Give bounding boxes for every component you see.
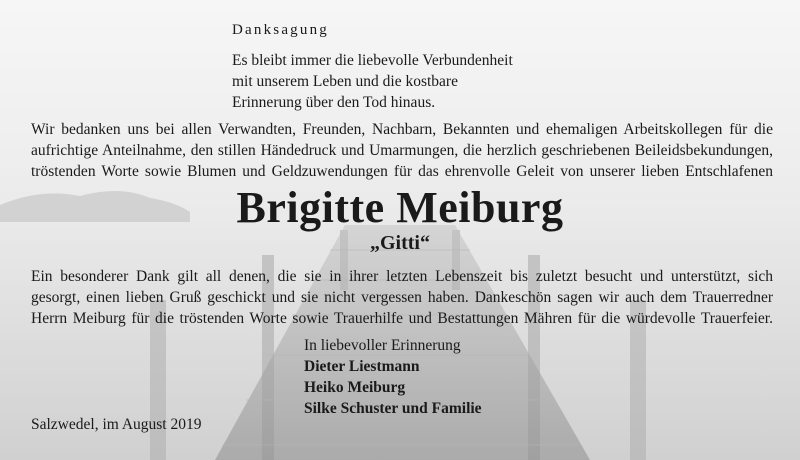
signoff-block	[304, 335, 482, 419]
deceased-nickname: „Gitti“	[370, 232, 430, 254]
signoff-intro: In liebevoller Erinnerung	[304, 337, 461, 354]
notice-heading: Danksagung	[232, 22, 329, 38]
mourner-name: Heiko Meiburg	[304, 379, 406, 396]
paragraph-line: gesorgt, einen lieben Gruß geschickt und sie nicht vergessen haben. Dankeschön sagen wir auch dem Trauerredner	[31, 289, 773, 306]
thanks-paragraph	[31, 119, 773, 182]
deceased-name: Brigitte Meiburg	[236, 183, 564, 232]
verse-line: mit unserem Leben und die kostbare	[232, 73, 458, 90]
verse-line: Es bleibt immer die liebevolle Verbundenheit	[232, 52, 513, 69]
paragraph-line: Ein besonderer Dank gilt all denen, die sie in ihrer letzten Lebenszeit bis zuletzt besucht und unterstützt, sich	[31, 268, 773, 285]
paragraph-line: aufrichtige Anteilnahme, den stillen Händedruck und Umarmungen, die herzlich geschriebenen Beileidsbekundungen,	[31, 142, 773, 159]
memorial-verse	[232, 50, 513, 113]
verse-line: Erinnerung über den Tod hinaus.	[232, 94, 436, 111]
paragraph-line: tröstenden Worte sowie Blumen und Geldzuwendungen für das ehrenvolle Geleit von unserer lieben Entschlafenen	[31, 163, 773, 180]
mourner-name: Dieter Liestmann	[304, 358, 420, 375]
special-thanks-paragraph	[31, 266, 773, 329]
paragraph-line: Wir bedanken uns bei allen Verwandten, Freunden, Nachbarn, Bekannten und ehemaligen Arbeitskollegen für die	[31, 121, 773, 138]
place-and-date: Salzwedel, im August 2019	[31, 416, 202, 433]
paragraph-line: Herrn Meiburg für die tröstenden Worte sowie Trauerhilfe und Bestattungen Mähren für die würdevolle Trauerfeier.	[31, 310, 773, 327]
mourner-name: Silke Schuster und Familie	[304, 400, 482, 417]
